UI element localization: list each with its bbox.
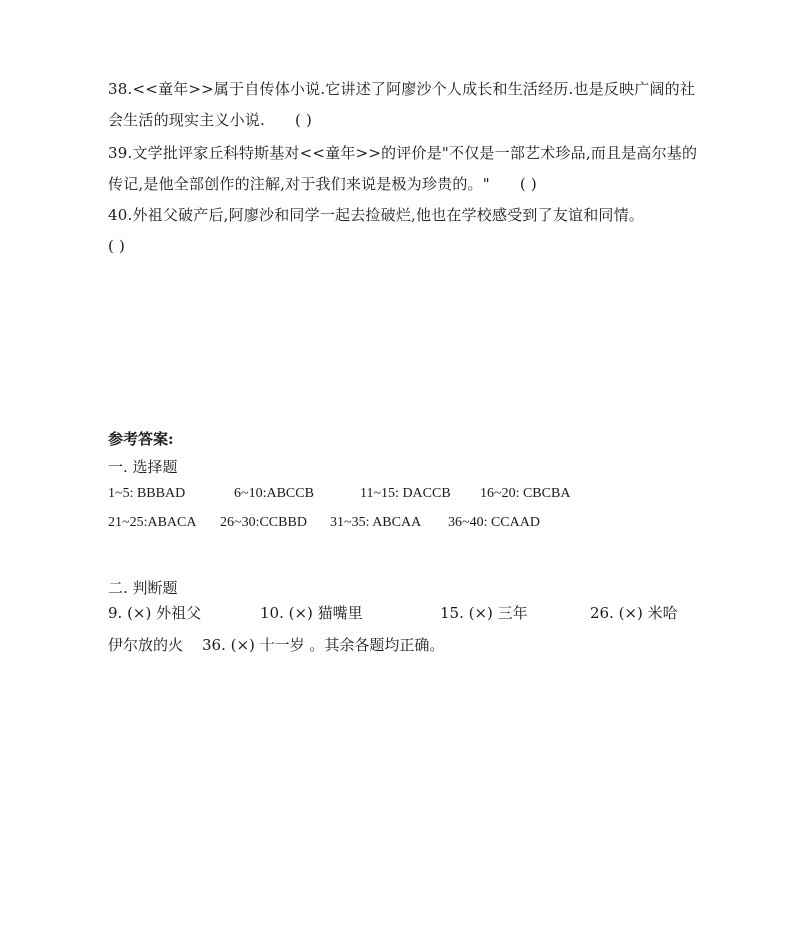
mc-answer-26-30: 26~30:CCBBD [220, 515, 307, 530]
question-40 [108, 200, 718, 262]
question-39-line1: 39.文学批评家丘科特斯基对<<童年>>的评价是"不仅是一部艺术珍品,而且是高尔基的 [108, 144, 698, 162]
answers-title: 参考答案: [108, 430, 174, 448]
tf-answer-10: 10. (×) 猫嘴里 [260, 604, 363, 622]
section-multiple-choice-heading: 一. 选择题 [108, 458, 178, 476]
tf-answer-26-continued: 伊尔放的火 [108, 636, 184, 654]
tf-answer-26: 26. (×) 米哈 [590, 604, 678, 622]
tf-answer-15: 15. (×) 三年 [440, 604, 528, 622]
tf-answer-36-and-note: 36. (×) 十一岁 。其余各题均正确。 [202, 636, 445, 654]
mc-answer-36-40: 36~40: CCAAD [448, 515, 540, 530]
mc-answer-11-15: 11~15: DACCB [360, 486, 451, 501]
tf-answer-9: 9. (×) 外祖父 [108, 604, 202, 622]
mc-answer-16-20: 16~20: CBCBA [480, 486, 571, 501]
question-38 [108, 74, 718, 136]
question-40-blank: ( ) [108, 237, 126, 255]
question-38-line2 [108, 105, 718, 136]
question-39-line2-text: 传记,是他全部创作的注解,对于我们来说是极为珍贵的。" [108, 175, 490, 193]
question-39-line2 [108, 169, 718, 200]
question-38-line1: 38.<<童年>>属于自传体小说.它讲述了阿廖沙个人成长和生活经历.也是反映广阔的社 [108, 80, 696, 98]
question-38-blank: ( ) [294, 111, 313, 129]
question-40-line2 [108, 231, 718, 262]
mc-answer-21-25: 21~25:ABACA [108, 515, 197, 530]
mc-answer-31-35: 31~35: ABCAA [330, 515, 422, 530]
mc-answer-6-10: 6~10:ABCCB [234, 486, 314, 501]
question-40-line1: 40.外祖父破产后,阿廖沙和同学一起去捡破烂,他也在学校感受到了友谊和同情。 [108, 206, 644, 224]
question-39 [108, 138, 718, 200]
question-39-blank: ( ) [519, 175, 537, 193]
section-true-false-heading: 二. 判断题 [108, 579, 178, 597]
mc-answer-1-5: 1~5: BBBAD [108, 486, 186, 501]
question-38-line2-text: 会生活的现实主义小说. [108, 111, 265, 129]
